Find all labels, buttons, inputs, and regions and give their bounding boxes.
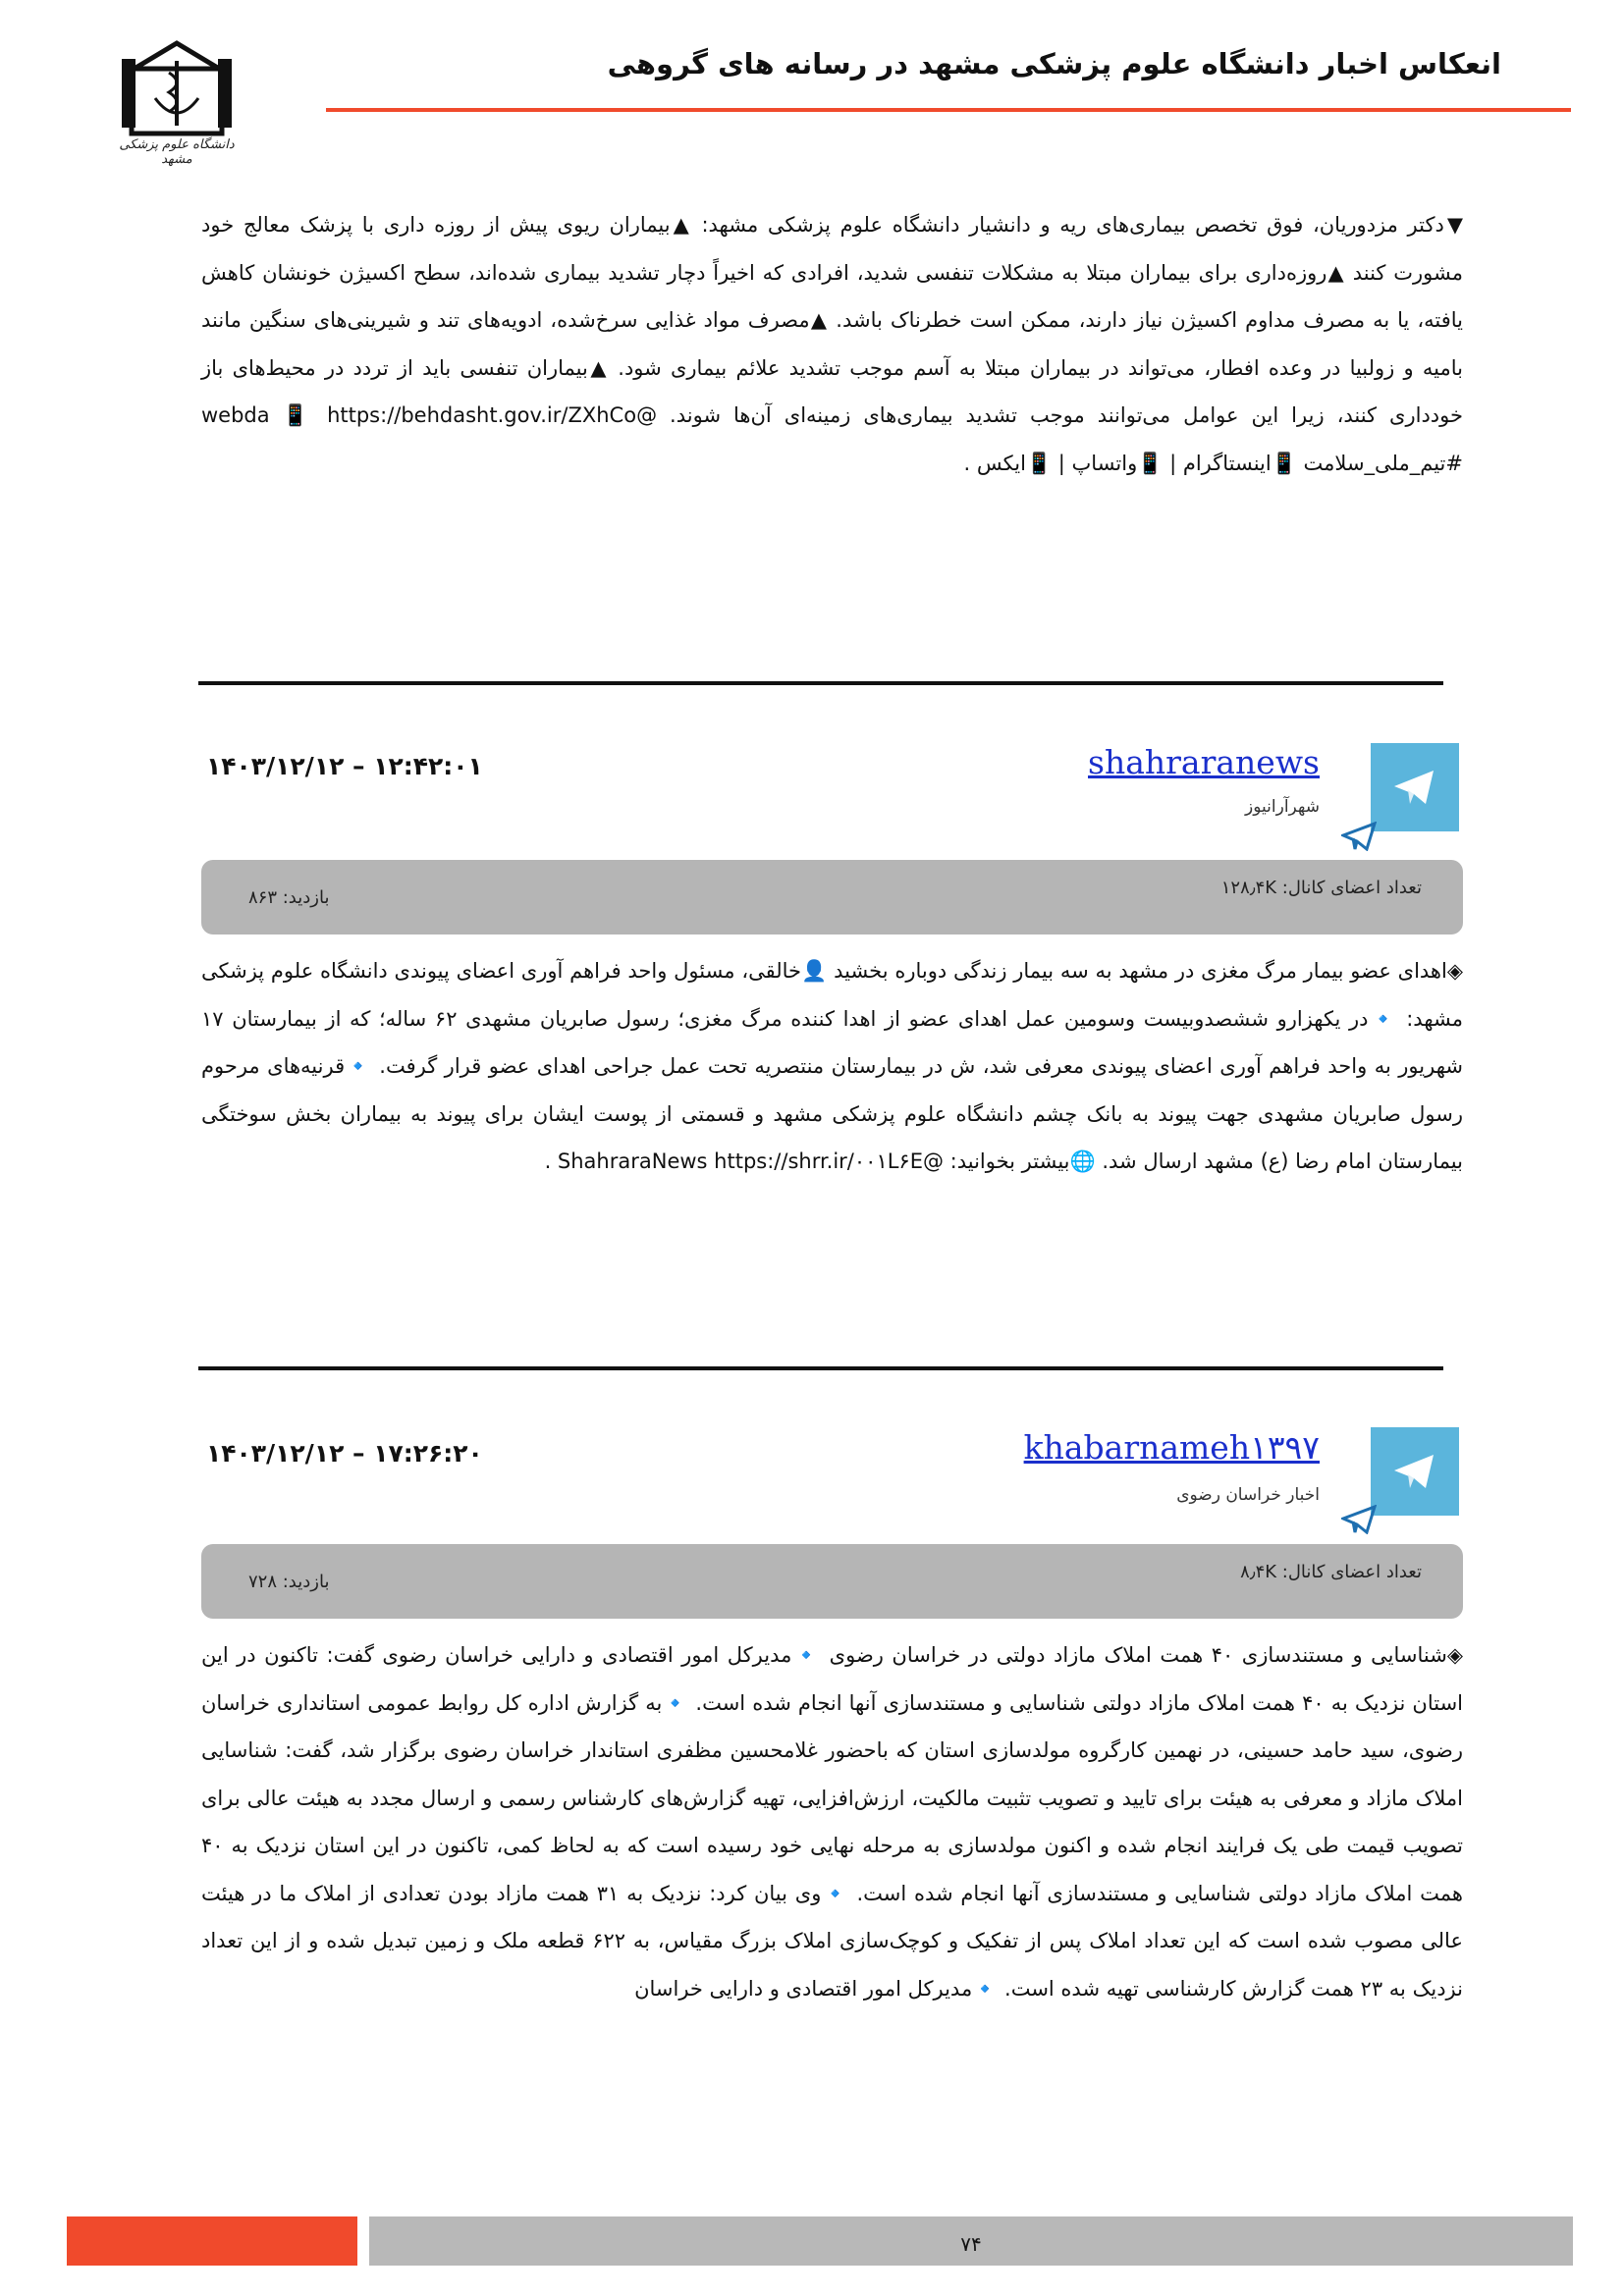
post-body-text: ◈شناسایی و مستندسازی ۴۰ همت املاک مازاد دولتی در خراسان رضوی 🔹مدیرکل امور اقتصادی و دارایی خراسان رضوی گفت: تاکنون در این استان نزدیک به ۴۰ همت املاک مازاد دولتی شناسایی و مستندسازی آنها انجام شده است. 🔹به گزارش اداره کل روابط عمومی استانداری خراسان رضوی، سید حامد حسینی، در نهمین کارگروه مولدسازی استان که باحضور غلامحسین مظفری استاندار خراسان رضوی برگزار شد، گفت: شناسایی املاک مازاد و معرفی به هیئت برای تایید و تصویب تثبیت مالکیت، ارزش‌افزایی، تهیه گزارش‌های کارشناس رسمی و ارسال مجدد به هیئت عالی برای تصویب قیمت طی یک فرایند انجام شده و اکنون مولدسازی به مرحله نهایی خود رسیده است که به لحاظ کمی، تاکنون در این استان نزدیک به ۴۰ همت املاک مازاد دولتی شناسایی و مستندسازی آنها انجام شده است. 🔹وی بیان کرد: نزدیک به ۳۱ همت مازاد بودن تعدادی از املاک ما در هیئت عالی مصوب شده است که این تعداد املاک پس از تفکیک و کوچک‌سازی املاک بزرگ مقیاس، به ۶۲۲ قطعه ملک و زمین تبدیل شده و از این تعداد نزدیک به ۲۳ همت گزارش کارشناسی تهیه شده است. 🔹مدیرکل امور اقتصادی و دارایی خراسان [201, 1643, 1464, 2001]
section-divider [198, 681, 1443, 685]
post-stats-bar [201, 860, 1463, 934]
channel-members-count: تعداد اعضای کانال: ۸٫۴K [1240, 1562, 1422, 1582]
telegram-send-icon [1341, 822, 1377, 851]
channel-link[interactable]: shahraranews [1088, 743, 1320, 781]
page-number: ۷۴ [960, 2232, 982, 2256]
intro-article-text: ▼دکتر مزدوریان، فوق تخصص بیماری‌های ریه و دانشیار دانشگاه علوم پزشکی مشهد: ▲بیماران ریوی پیش از روزه داری با پزشک معالج خود مشورت کنند ▲روزه‌داری برای بیماران مبتلا به مشکلات تنفسی شدید، افرادی که اخیراً دچار تشدید بیماری شده‌اند، سطح اکسیژن خونشان کاهش یافته، یا به مصرف مداوم اکسیژن نیاز دارند، ممکن است خطرناک باشد. ▲مصرف مواد غذایی سرخ‌شده، ادویه‌های تند و شیرینی‌های سنگین مانند بامیه و زولبیا در وعده افطار، می‌تواند در بیماران مبتلا به آسم موجب تشدید علائم بیماری شود. ▲بیماران تنفسی باید از تردد در محیط‌های باز خودداری کنند، زیرا این عوامل می‌توانند موجب تشدید بیماری‌های زمینه‌ای آن‌ها شوند. @webda 📱 https://behdasht.gov.ir/ZXhCo #تیم_ملی_سلامت 📱اینستاگرام | 📱واتساپ | 📱ایکس . [201, 213, 1463, 475]
telegram-logo-icon [1371, 743, 1459, 831]
telegram-send-icon [1341, 1505, 1377, 1534]
footer-accent-bar [67, 2216, 357, 2266]
post-body-text: ◈اهدای عضو بیمار مرگ مغزی در مشهد به سه بیمار زندگی دوباره بخشید 👤خالقی، مسئول واحد فراهم آوری اعضای پیوندی دانشگاه علوم پزشکی مشهد: 🔹در یکهزارو ششصدوبیست وسومین عمل اهدای عضو از اهدا کننده مرگ مغزی؛ رسول صابریان مشهدی ۶۲ ساله؛ که از بیمارستان ۱۷ شهریور به واحد فراهم آوری اعضای پیوندی معرفی شد، ش در بیمارستان منتصریه تحت عمل جراحی اهدای عضو قرار گرفت. 🔹قرنیه‌های مرحوم رسول صابریان مشهدی جهت پیوند به بانک چشم دانشگاه علوم پزشکی مشهد و قسمتی از پوست ایشان برای پیوند به بیماران بخش سوختگی بیمارستان امام رضا (ع) مشهد ارسال شد. 🌐بیشتر بخوانید: @ShahraraNews https://shrr.ir/۰۰۱L۶E . [201, 959, 1463, 1173]
telegram-logo-icon [1371, 1427, 1459, 1516]
channel-subtitle: شهرآرانیوز [1245, 797, 1320, 817]
post-datetime: ۱۴۰۳/۱۲/۱۲ – ۱۲:۴۲:۰۱ [206, 752, 483, 780]
logo-caption: دانشگاه علوم پزشکی مشهد [119, 137, 235, 167]
section-divider [198, 1366, 1443, 1370]
header-divider [326, 108, 1571, 112]
channel-subtitle: اخبار خراسان رضوی [1176, 1485, 1320, 1505]
channel-members-count: تعداد اعضای کانال: ۱۲۸٫۴K [1220, 878, 1422, 898]
channel-link[interactable]: khabarnameh۱۳۹۷ [1023, 1428, 1320, 1467]
page-header-title: انعکاس اخبار دانشگاه علوم پزشکی مشهد در رسانه های گروهی [607, 47, 1501, 80]
post-views-count: بازدید: ۸۶۳ [248, 887, 330, 908]
post-views-count: بازدید: ۷۲۸ [248, 1572, 330, 1592]
post-datetime: ۱۴۰۳/۱۲/۱۲ – ۱۷:۲۶:۲۰ [206, 1439, 483, 1468]
post-stats-bar [201, 1544, 1463, 1619]
